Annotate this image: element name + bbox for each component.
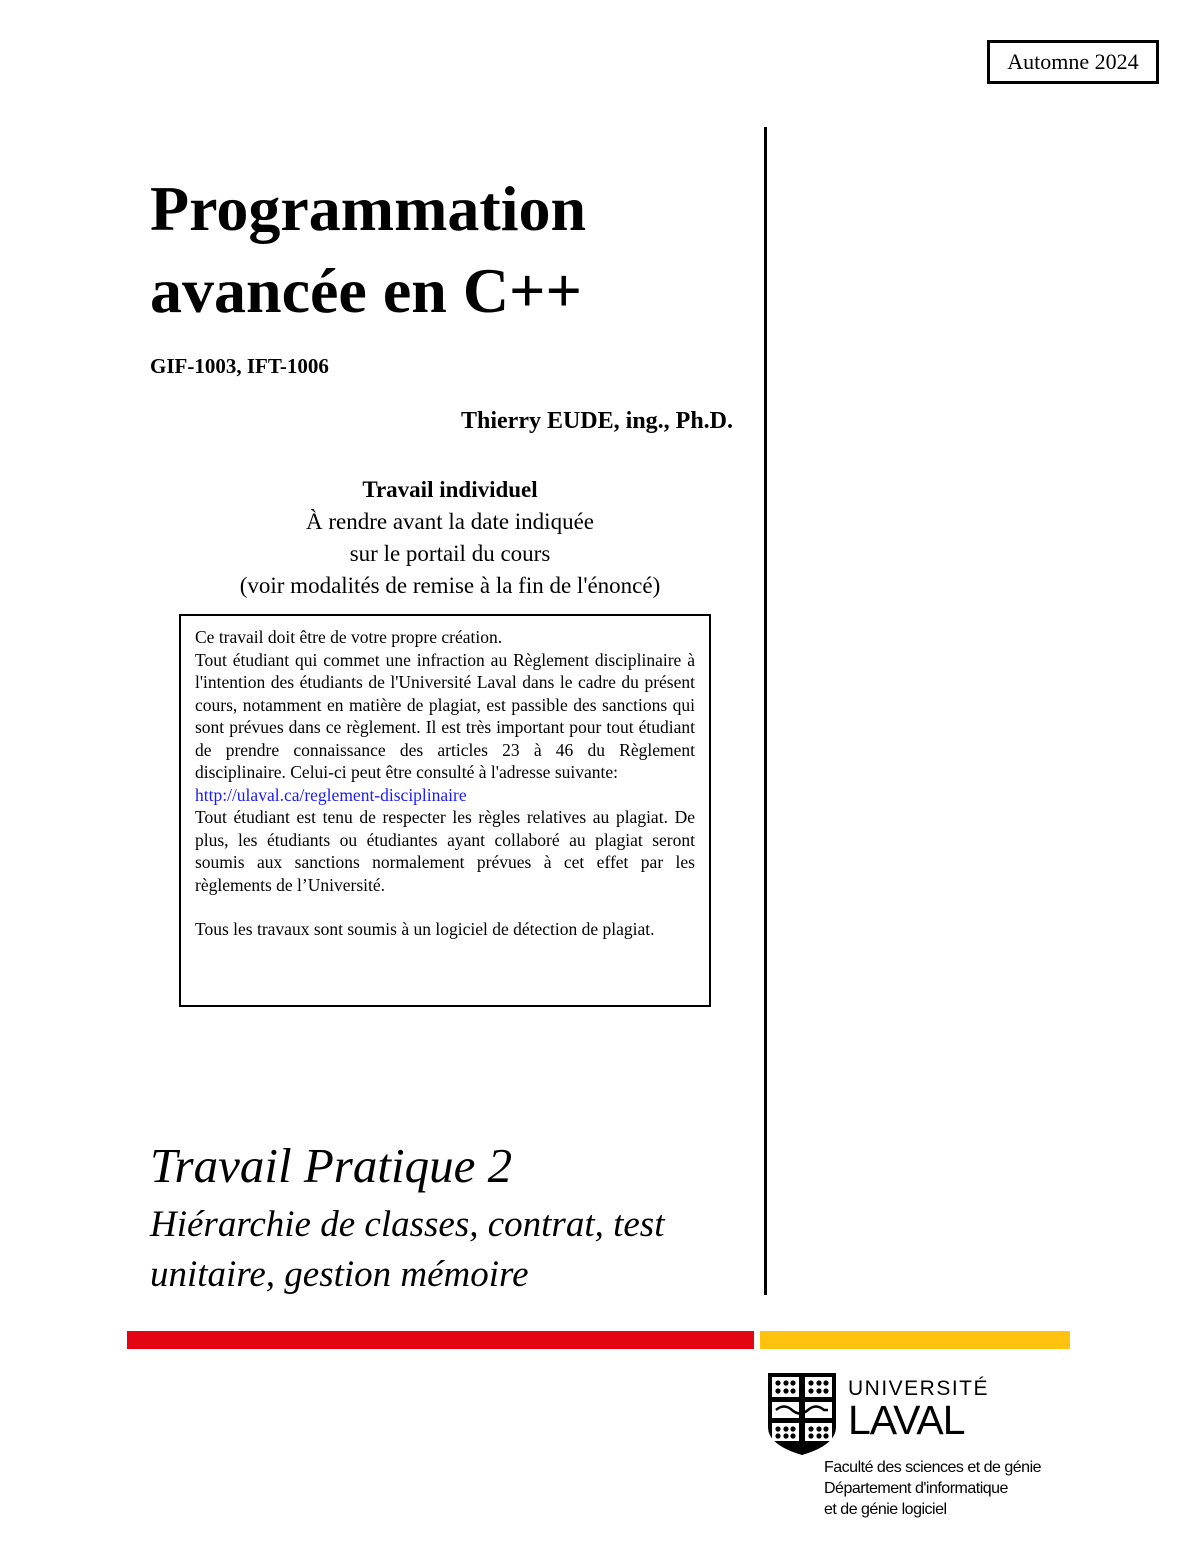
university-wordmark-line-2: LAVAL <box>848 1397 965 1443</box>
university-wordmark <box>848 1377 990 1443</box>
faculty-line-1: Faculté des sciences et de génie <box>824 1459 1042 1476</box>
instructions-line-1: À rendre avant la date indiquée <box>305 509 594 534</box>
plagiarism-notice <box>179 614 711 1007</box>
notice-paragraph-2: Tout étudiant qui commet une infraction au Règlement disciplinaire à l'intention des étudiants de l'Université Laval dans le cadre du présent cours, notamment en matière de plagiat, est passible des sanctions qui sont prévues dans ce règlement. Il est très important pour tout étudiant de prendre connaissance des articles 23 à 46 du Règlement disciplinaire. Celui-ci peut être consulté à l'adresse suivante: <box>195 649 695 782</box>
assignment-subtitle-line-2: unitaire, gestion mémoire <box>150 1254 529 1295</box>
notice-paragraph-4: Tous les travaux sont soumis à un logiciel de détection de plagiat. <box>195 919 655 939</box>
course-title <box>150 168 586 332</box>
vertical-divider <box>764 127 767 1295</box>
faculty-info <box>824 1457 1041 1520</box>
course-title-line-1: Programmation <box>150 173 587 244</box>
regulation-link[interactable]: http://ulaval.ca/reglement-disciplinaire <box>195 784 467 805</box>
yellow-band <box>760 1331 1070 1349</box>
submission-instructions <box>150 474 750 602</box>
faculty-line-2: Département d'informatique <box>824 1480 1008 1497</box>
course-title-line-2: avancée en C++ <box>150 255 582 326</box>
university-wordmark-line-1: UNIVERSITÉ <box>848 1377 990 1400</box>
assignment-subtitle <box>150 1200 760 1300</box>
assignment-subtitle-line-1: Hiérarchie de classes, contrat, test <box>150 1204 665 1245</box>
instructions-line-2: sur le portail du cours <box>349 541 551 566</box>
semester-badge: Automne 2024 <box>987 40 1159 84</box>
course-codes: GIF-1003, IFT-1006 <box>150 354 329 378</box>
universite-laval-crest-icon <box>766 1371 838 1457</box>
instructions-line-3: (voir modalités de remise à la fin de l'énoncé) <box>239 573 661 598</box>
assignment-title: Travail Pratique 2 <box>150 1138 513 1193</box>
instructions-heading: Travail individuel <box>362 477 538 502</box>
author-name: Thierry EUDE, ing., Ph.D. <box>460 408 733 434</box>
notice-paragraph-1: Ce travail doit être de votre propre création. <box>195 627 503 647</box>
notice-spacer <box>195 896 695 918</box>
faculty-line-3: et de génie logiciel <box>824 1501 947 1518</box>
red-band <box>127 1331 754 1349</box>
notice-paragraph-3: Tout étudiant est tenu de respecter les règles relatives au plagiat. De plus, les étudiants ou étudiantes ayant collaboré au plagiat seront soumis aux sanctions normalement prévues à cet effet par les règlements de l’Université. <box>195 807 695 895</box>
